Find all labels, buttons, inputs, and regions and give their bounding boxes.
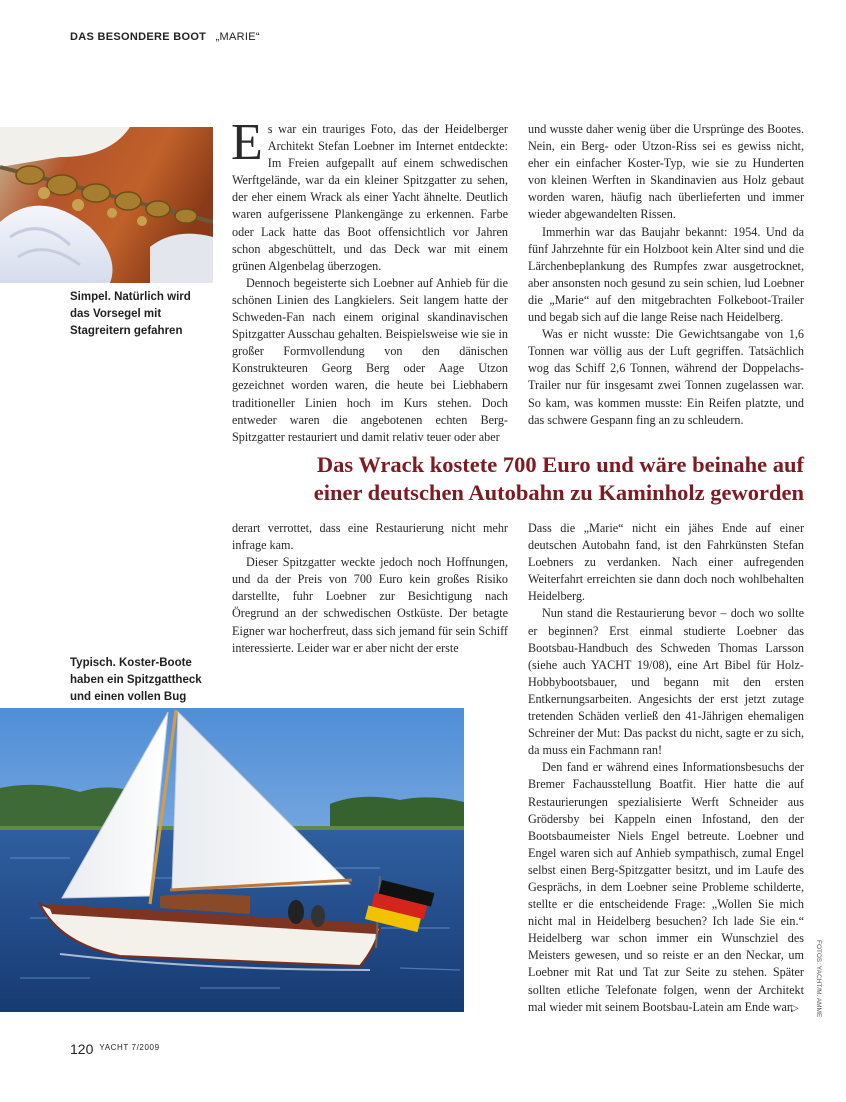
paragraph-text: s war ein trauriges Foto, das der Heidelberger Architekt Stefan Loebner im Internet entdeckte: Im Freien aufgepallt auf einem schwedischen Werftgelände, war da ein kleiner Spitzgatter zu sehen, der eher einem Wrack als einer Yacht ähnelte. Deutlich waren aufgerissene Plankengänge zu erkennen. Farbe oder Lack hatte das Boot offensichtlich vor Jahren schon abgeschüttelt, und das Deck war mit einem grünen Algenbelag überzogen. xyxy=(232,122,508,273)
caption-bottom-line: und einen vollen Bug xyxy=(70,691,187,703)
pull-quote-line: einer deutschen Autobahn zu Kaminholz geworden xyxy=(313,480,804,505)
pull-quote xyxy=(232,451,804,507)
page-folio xyxy=(70,1041,160,1057)
photo-credit: FOTOS: YACHT/M. AMME xyxy=(815,940,822,1018)
article-col2-bottom xyxy=(528,520,804,1016)
article-paragraph: Immerhin war das Baujahr bekannt: 1954. Und da fünf Jahrzehnte für ein Holzboot kein Alter sind und die Lärchenbeplankung des Rumpfes zwar ausgetrocknet, aber ansonsten noch gesund zu sein schien, lud Loebner die „Marie“ auf den mitgebrachten Folkeboot-Trailer und begab sich auf die lange Reise nach Heidelberg. xyxy=(528,224,804,325)
caption-bottom-line: Typisch. Koster-Boote xyxy=(70,657,192,669)
article-paragraph: Den fand er während eines Informationsbesuchs der Bremer Fachausstellung Boatfit. Hier hatte die auf Restaurierungen spezialisierte Werft Schneider aus Grödersby bei Kappeln einen Infostand, den der Bootsbaumeister Niels Engel betreute. Loebner und Engel waren sich auf Anhieb sympathisch, zumal Engel selbst einen Berg-Spitzgatter besitzt, und im Laufe des Gesprächs, in dem Loebner seine Probleme schilderte, stellte er die entscheidende Frage: „Wollen Sie mich nicht mal in Heidelberg besuchen? Ich lade Sie ein.“ Heidelberg war schon immer ein Wunschziel des Meisters gewesen, und so reiste er an den Neckar, um Loebner mit Rat und Tat zur Seite zu stehen. Später sollten etliche Telefonate folgen, wenn der Architekt mal wieder mit seinem Bootsbau-Latein am Ende war. xyxy=(528,760,804,1014)
caption-bottom-line: haben ein Spitzgattheck xyxy=(70,674,202,686)
photo-sailboat-image xyxy=(0,708,464,1012)
caption-top-line: Stagreitern gefahren xyxy=(70,325,183,337)
article-col1-bottom xyxy=(232,520,508,657)
drop-cap: E xyxy=(231,114,263,171)
photo-stagreiter-image xyxy=(0,127,213,283)
section-header xyxy=(70,31,260,43)
article-paragraph: derart verrottet, dass eine Restaurierung nicht mehr infrage kam. xyxy=(232,521,508,553)
article-col2-top xyxy=(528,121,804,429)
pull-quote-line: Das Wrack kostete 700 Euro und wäre beinahe auf xyxy=(316,452,804,477)
caption-top-line: das Vorsegel mit xyxy=(70,308,162,320)
photo-stagreiter xyxy=(0,127,213,283)
article-paragraph: Dennoch begeisterte sich Loebner auf Anhieb für die schönen Linien des Langkielers. Seit langem hatte der Schweden-Fan nach einem original skandinavischen Spitzgatter Ausschau gehalten. Beispielsweise wie sie in großer Formvollendung von den dänischen Konstrukteuren Georg Berg oder Aage Utzon gezeichnet worden waren, die heute bei Liebhabern traditioneller Linien hoch im Kurs stehen. Doch entweder waren die angebotenen echten Berg-Spitzgatter restauriert und damit relativ teuer oder aber xyxy=(232,275,508,444)
article-paragraph: Dieser Spitzgatter weckte jedoch noch Hoffnungen, und da der Preis von 700 Euro kein großes Risiko darstellte, fuhr Loebner zur Besichtigung nach Öregrund an der schwedischen Ostküste. Der betagte Eigner war hocherfreut, dass sich jemand für sein Schiff interessierte. Leider war er aber nicht der erste xyxy=(232,555,508,655)
article-paragraph xyxy=(231,114,508,275)
section-title: DAS BESONDERE BOOT xyxy=(70,31,207,43)
article-col1-top xyxy=(231,114,508,446)
continue-arrow-icon: ▷ xyxy=(791,1003,799,1014)
section-subtitle: „MARIE“ xyxy=(215,31,260,43)
caption-bottom xyxy=(70,655,202,706)
caption-top-line: Simpel. Natürlich wird xyxy=(70,291,191,303)
magazine-issue: YACHT 7/2009 xyxy=(99,1043,160,1052)
article-paragraph: Nun stand die Restaurierung bevor – doch wo sollte er beginnen? Erst einmal studierte Loebner das Bootsbau-Handbuch des Schweden Thomas Larsson (siehe auch YACHT 19/08), eine Art Bibel für Holz-Hobbybootsbauer, und begann mit den ersten Entkernungsarbeiten. Angesichts der erst jetzt zutage tretenden Schäden verließ den 41-Jährigen ehemaligen Schreiner der Mut: Das packst du nicht, sagte er zu sich, da muss ein Fachmann ran! xyxy=(528,606,804,758)
article-paragraph: und wusste daher wenig über die Ursprünge des Bootes. Nein, ein Berg- oder Utzon-Riss sei es gewiss nicht, eher ein einfacher Koster-Typ, wie sie zu Hunderten von kleinen Werften in Skandinavien aus Holz gebaut worden waren, häufig nach überlieferten und immer wieder abgewandelten Rissen. xyxy=(528,122,804,222)
caption-top xyxy=(70,289,191,340)
article-paragraph: Was er nicht wusste: Die Gewichtsangabe von 1,6 Tonnen war völlig aus der Luft gegriffen. Tatsächlich wog das Schiff 2,6 Tonnen, während der Doppelachs-Trailer nur für insgesamt zwei Tonnen zugelassen war. So kam, was kommen musste: Ein Reifen platzte, und das schwere Gespann fing an zu schleudern. xyxy=(528,327,804,427)
article-paragraph: Dass die „Marie“ nicht ein jähes Ende auf einer deutschen Autobahn fand, ist den Fahrkünsten Stefan Loebners zu verdanken. Nach einer aufregenden Weiterfahrt erreichten sie dann doch noch wohlbehalten Heidelberg. xyxy=(528,521,804,604)
photo-sailboat xyxy=(0,708,464,1012)
page-number: 120 xyxy=(70,1041,94,1057)
